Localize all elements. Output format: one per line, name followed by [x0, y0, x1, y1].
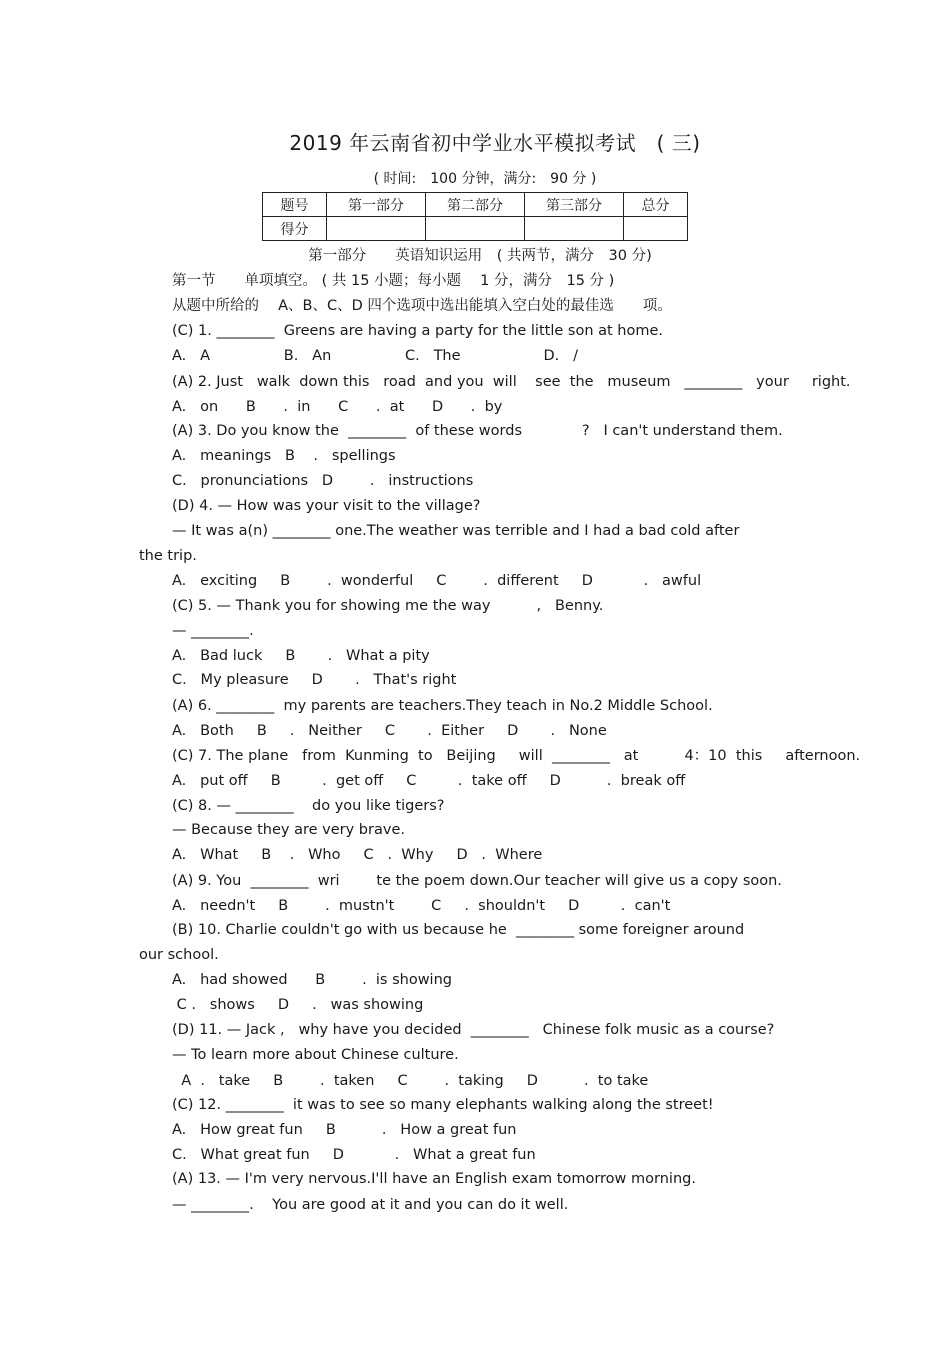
question-line: (C) 1. ________ Greens are having a party for the little son at home.	[172, 323, 664, 339]
score-header-cell: 第一部分	[327, 193, 426, 217]
option-line: A. needn't B . mustn't C . shouldn't D . can't	[172, 898, 671, 914]
option-line: A. meanings B . spellings	[172, 448, 396, 464]
option-line: C. My pleasure D . That's right	[172, 672, 457, 688]
question-line: (D) 11. — Jack , why have you decided ________ Chinese folk music as a course?	[172, 1022, 775, 1038]
question-line: (C) 8. — ________ do you like tigers?	[172, 798, 445, 814]
option-line: A. How great fun B . How a great fun	[172, 1122, 517, 1138]
option-line: A. on B . in C . at D . by	[172, 399, 503, 415]
option-line: A. A B. An C. The D. /	[172, 348, 578, 364]
score-cell	[327, 217, 426, 241]
question-line: (A) 9. You ________ wri te the poem down.Our teacher will give us a copy soon.	[172, 873, 782, 889]
instruction-line: 从题中所给的 A、B、C、D 四个选项中选出能填入空白处的最佳选 项。	[172, 298, 672, 314]
option-line: A. Both B . Neither C . Either D . None	[172, 723, 607, 739]
question-line: (C) 12. ________ it was to see so many elephants walking along the street!	[172, 1097, 714, 1113]
section-heading: 第一节 单项填空。 ( 共 15 小题；每小题 1 分，满分 15 分 )	[172, 273, 615, 289]
score-header-cell: 总分	[624, 193, 688, 217]
question-line: (A) 6. ________ my parents are teachers.They teach in No.2 Middle School.	[172, 698, 713, 714]
exam-title: 2019 年云南省初中学业水平模拟考试 ( 三)	[289, 131, 701, 155]
question-line: (A) 2. Just walk down this road and you will see the museum ________ your right.	[172, 374, 851, 390]
score-cell	[426, 217, 525, 241]
question-line: (A) 13. — I'm very nervous.I'll have an English exam tomorrow morning.	[172, 1171, 696, 1187]
question-line: (C) 7. The plane from Kunming to Beijing will ________ at 4：10 this afternoon.	[172, 748, 861, 764]
score-header-cell: 第三部分	[525, 193, 624, 217]
option-line: C. What great fun D . What a great fun	[172, 1147, 536, 1163]
question-line: the trip.	[139, 548, 197, 564]
question-line: — It was a(n) ________ one.The weather was terrible and I had a bad cold after	[172, 523, 740, 539]
score-table-header-row	[263, 193, 688, 217]
option-line: A. exciting B . wonderful C . different D . awful	[172, 573, 702, 589]
question-line: our school.	[139, 947, 219, 963]
exam-subtitle: ( 时间: 100 分钟，满分: 90 分 )	[373, 171, 597, 187]
question-line: — ________.	[172, 623, 254, 639]
score-cell	[525, 217, 624, 241]
option-line: C. pronunciations D . instructions	[172, 473, 474, 489]
question-line: (A) 3. Do you know the ________ of these words ? I can't understand them.	[172, 423, 783, 439]
question-line: — To learn more about Chinese culture.	[172, 1047, 459, 1063]
score-header-cell: 第二部分	[426, 193, 525, 217]
question-line: — Because they are very brave.	[172, 822, 405, 838]
question-line: (B) 10. Charlie couldn't go with us because he ________ some foreigner around	[172, 922, 745, 938]
option-line: A. had showed B . is showing	[172, 972, 452, 988]
option-line: A. What B . Who C . Why D . Where	[172, 847, 543, 863]
score-row-label: 得分	[263, 217, 327, 241]
question-line: (D) 4. — How was your visit to the village?	[172, 498, 481, 514]
score-cell	[624, 217, 688, 241]
question-line: (C) 5. — Thank you for showing me the way , Benny.	[172, 598, 604, 614]
option-line: A. put off B . get off C . take off D . break off	[172, 773, 686, 789]
score-table	[262, 192, 688, 241]
score-table-row	[263, 217, 688, 241]
option-line: A . take B . taken C . taking D . to take	[172, 1073, 649, 1089]
option-line: A. Bad luck B . What a pity	[172, 648, 430, 664]
score-header-cell: 题号	[263, 193, 327, 217]
option-line: C . shows D . was showing	[172, 997, 424, 1013]
part-heading: 第一部分 英语知识运用 ( 共两节，满分 30 分)	[308, 248, 652, 264]
question-line: — ________. You are good at it and you can do it well.	[172, 1197, 569, 1213]
